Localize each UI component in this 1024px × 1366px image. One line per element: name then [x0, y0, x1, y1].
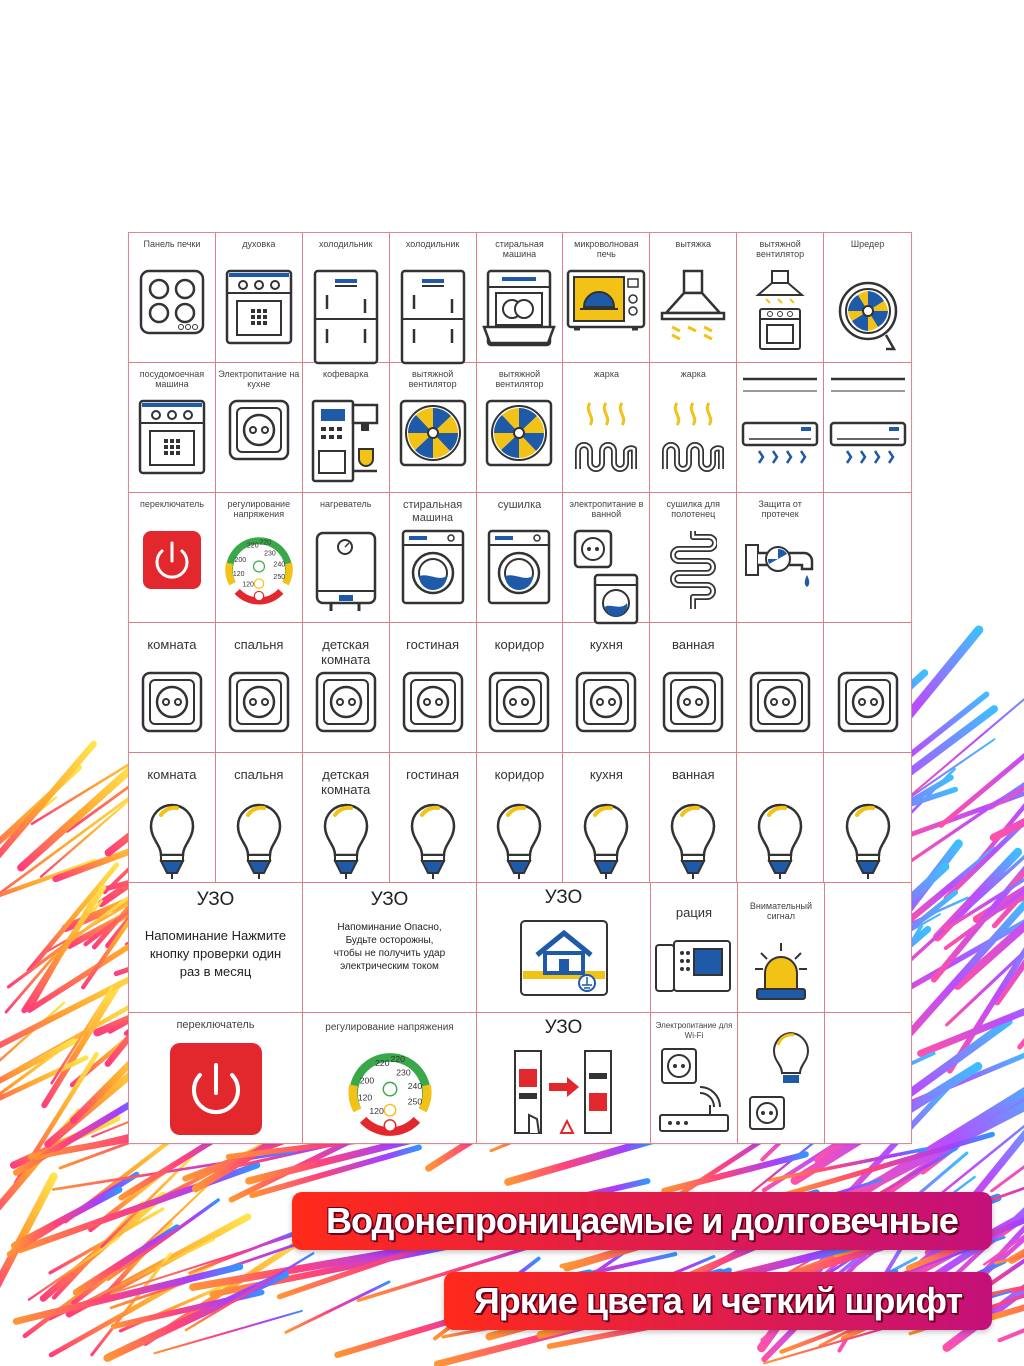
svg-text:120: 120	[242, 581, 254, 589]
alarm-cell	[738, 883, 825, 1013]
cell-label: кухня	[589, 637, 623, 652]
light-bulb-icon	[321, 801, 371, 888]
towel-dryer-icon	[669, 529, 717, 616]
socket-cell	[824, 623, 911, 753]
svg-text:240: 240	[273, 561, 285, 569]
fan-cell	[477, 363, 564, 493]
dishwasher-cell	[477, 233, 564, 363]
promo-banner-waterproof	[292, 1192, 992, 1250]
range-hood-icon	[658, 269, 728, 348]
uzo-warning-text: Напоминание Опасно, Будьте осторожны, чтобы не получить удар электрическим током	[333, 922, 446, 972]
bulb-socket-cell	[738, 1013, 825, 1143]
power-button-icon	[168, 1041, 264, 1137]
socket-cell	[216, 363, 303, 493]
range-hood-cell	[650, 233, 737, 363]
svg-text:230: 230	[395, 1067, 411, 1078]
socket-icon	[228, 671, 290, 738]
cell-label: детская комната	[321, 637, 371, 667]
cell-label: нагреватель	[319, 499, 372, 509]
hood-oven-icon	[750, 269, 810, 356]
hood-oven-cell	[737, 233, 824, 363]
water-heater-icon	[313, 529, 379, 620]
power-button-icon	[141, 529, 203, 596]
uzo-reminder-cell	[129, 883, 303, 1013]
cell-label: кухня	[589, 767, 623, 782]
bathroom-socket-cell	[563, 493, 650, 623]
cell-label: ванная	[671, 767, 715, 782]
microwave-icon	[566, 269, 646, 338]
uzo-title: УЗО	[196, 889, 235, 910]
light-bulb-icon	[494, 801, 544, 888]
cell-label: Панель печки	[143, 239, 201, 249]
grounded-house-icon	[519, 919, 609, 997]
dishwasher-icon	[482, 269, 556, 354]
circuit-breaker-icon	[509, 1049, 619, 1139]
fan-cell	[390, 363, 477, 493]
microwave-cell	[563, 233, 650, 363]
empty-cell	[825, 1013, 911, 1143]
svg-text:200: 200	[234, 556, 246, 564]
uzo-title: УЗО	[544, 887, 583, 908]
socket-cell	[477, 623, 564, 753]
cell-label: жарка	[680, 369, 706, 379]
cell-label: посудомоечная машина	[139, 369, 205, 389]
voltage-gauge-icon	[220, 529, 298, 612]
cell-label: стиральная машина	[495, 239, 544, 259]
empty-cell	[825, 883, 911, 1013]
cell-label: сушилка для полотенец	[666, 499, 721, 519]
leak-valve-icon	[744, 529, 816, 604]
alarm-beacon-icon	[751, 939, 811, 1003]
cell-label: гостиная	[406, 637, 460, 652]
svg-text:250: 250	[407, 1096, 422, 1107]
uzo-breaker-cell	[477, 1013, 651, 1143]
light-bulb-icon	[755, 801, 805, 888]
voltage-gauge-cell	[216, 493, 303, 623]
socket-icon	[141, 671, 203, 738]
svg-text:240: 240	[407, 1081, 422, 1092]
big-voltage-cell	[303, 1013, 477, 1143]
cell-label: ванная	[671, 637, 715, 652]
svg-text:200: 200	[359, 1075, 374, 1086]
fridge-cell	[390, 233, 477, 363]
cell-label: жарка	[593, 369, 619, 379]
hob-cell	[129, 233, 216, 363]
hob-icon	[139, 269, 205, 340]
light-bulb-cell	[650, 753, 737, 883]
alarm-label: Внимательный сигнал	[749, 901, 813, 921]
banner-text: Водонепроницаемые и долговечные	[326, 1200, 958, 1241]
light-bulb-icon	[147, 801, 197, 888]
uzo-title: УЗО	[370, 889, 409, 910]
cell-label: коридор	[494, 767, 545, 782]
cell-label: Шредер	[850, 239, 885, 249]
cell-label: комната	[147, 767, 197, 782]
air-conditioner-icon	[741, 373, 819, 478]
socket-icon	[488, 671, 550, 738]
cell-label: Электропитание на кухне	[218, 369, 300, 389]
socket-icon	[837, 671, 899, 738]
cell-label: стиральная машина	[402, 499, 463, 524]
svg-text:220: 220	[374, 1058, 390, 1069]
leak-valve-cell	[737, 493, 824, 623]
heater-coil-cell	[563, 363, 650, 493]
fridge-icon	[313, 269, 379, 370]
bathroom-socket-icon	[573, 529, 639, 630]
air-conditioner-cell	[824, 363, 911, 493]
socket-icon	[662, 671, 724, 738]
switch-label: переключатель	[176, 1019, 255, 1031]
cell-label: вытяжной вентилятор	[756, 239, 805, 259]
bulb-and-socket-icon	[746, 1023, 816, 1133]
uzo-house-cell	[477, 883, 651, 1013]
air-conditioner-cell	[737, 363, 824, 493]
coffee-machine-icon	[311, 399, 381, 488]
oven-cell	[216, 233, 303, 363]
intercom-cell	[651, 883, 738, 1013]
cell-label: Защита от протечек	[758, 499, 802, 519]
socket-cell	[390, 623, 477, 753]
svg-text:120: 120	[368, 1106, 384, 1117]
socket-icon	[749, 671, 811, 738]
cell-label: регулирование напряжения	[227, 499, 291, 519]
heater-coil-cell	[650, 363, 737, 493]
cell-label: спальня	[234, 637, 284, 652]
light-bulb-cell	[390, 753, 477, 883]
light-bulb-cell	[824, 753, 911, 883]
oven-icon	[138, 399, 206, 480]
cell-label: духовка	[242, 239, 276, 249]
light-bulb-cell	[737, 753, 824, 883]
shredder-icon	[836, 269, 900, 358]
light-bulb-icon	[408, 801, 458, 888]
empty-cell	[824, 493, 911, 623]
cell-label: электропитание в ванной	[569, 499, 644, 519]
air-conditioner-icon	[829, 373, 907, 478]
light-bulb-icon	[843, 801, 893, 888]
svg-text:250: 250	[273, 573, 285, 581]
light-bulb-cell	[563, 753, 650, 883]
socket-cell	[563, 623, 650, 753]
oven-cell	[129, 363, 216, 493]
banner-text: Яркие цвета и четкий шрифт	[473, 1280, 963, 1321]
voltage-label: регулирование напряжения	[325, 1022, 454, 1033]
light-bulb-icon	[668, 801, 718, 888]
intercom-label: рация	[675, 905, 713, 920]
svg-text:120: 120	[357, 1092, 372, 1103]
socket-cell	[129, 623, 216, 753]
cell-label: холодильник	[318, 239, 373, 249]
socket-icon	[228, 399, 290, 466]
cell-label: переключатель	[139, 499, 204, 509]
socket-cell	[650, 623, 737, 753]
coffee-machine-cell	[303, 363, 390, 493]
washing-machine-icon	[487, 529, 551, 610]
light-bulb-icon	[581, 801, 631, 888]
light-bulb-cell	[216, 753, 303, 883]
cell-label: холодильник	[405, 239, 460, 249]
svg-text:220: 220	[259, 539, 271, 547]
big-switch-cell	[129, 1013, 303, 1143]
svg-text:230: 230	[263, 550, 276, 558]
cell-label: детская комната	[321, 767, 371, 797]
intercom-icon	[654, 939, 734, 995]
socket-icon	[315, 671, 377, 738]
cell-label: вытяжка	[675, 239, 711, 249]
wifi-power-label: Электропитание для Wi-Fi	[655, 1021, 733, 1040]
heater-coil-icon	[574, 399, 638, 480]
water-heater-cell	[303, 493, 390, 623]
cell-label: сушилка	[497, 499, 542, 511]
light-bulb-cell	[303, 753, 390, 883]
uzo-title: УЗО	[544, 1017, 583, 1038]
shredder-cell	[824, 233, 911, 363]
light-bulb-cell	[477, 753, 564, 883]
cell-label: комната	[147, 637, 197, 652]
cell-label: гостиная	[406, 767, 460, 782]
fridge-cell	[303, 233, 390, 363]
fridge-icon	[400, 269, 466, 370]
fan-icon	[399, 399, 467, 472]
light-bulb-icon	[234, 801, 284, 888]
cell-label: вытяжной вентилятор	[408, 369, 457, 389]
light-bulb-cell	[129, 753, 216, 883]
sticker-sheet	[128, 232, 912, 1144]
cell-label: вытяжной вентилятор	[495, 369, 544, 389]
washing-machine-cell	[477, 493, 564, 623]
power-button-cell	[129, 493, 216, 623]
svg-text:220: 220	[246, 542, 259, 550]
towel-dryer-cell	[650, 493, 737, 623]
oven-icon	[225, 269, 293, 350]
fan-icon	[485, 399, 553, 472]
socket-icon	[402, 671, 464, 738]
socket-cell	[303, 623, 390, 753]
cell-label: микроволновая печь	[574, 239, 639, 259]
heater-coil-icon	[661, 399, 725, 480]
wifi-power-cell	[651, 1013, 738, 1143]
cell-label: кофеварка	[323, 369, 369, 379]
socket-cell	[216, 623, 303, 753]
cell-label: спальня	[234, 767, 284, 782]
washing-machine-cell	[390, 493, 477, 623]
uzo-reminder-text: Напоминание Нажмите кнопку проверки один раз в месяц	[144, 928, 287, 979]
socket-cell	[737, 623, 824, 753]
cell-label: коридор	[494, 637, 545, 652]
socket-icon	[575, 671, 637, 738]
promo-banner-colors	[444, 1272, 992, 1330]
uzo-warning-cell	[303, 883, 477, 1013]
svg-text:220: 220	[389, 1054, 405, 1065]
wifi-router-socket-icon	[656, 1047, 732, 1135]
washing-machine-icon	[401, 529, 465, 610]
voltage-gauge-icon	[342, 1043, 438, 1139]
svg-text:120: 120	[232, 570, 245, 578]
